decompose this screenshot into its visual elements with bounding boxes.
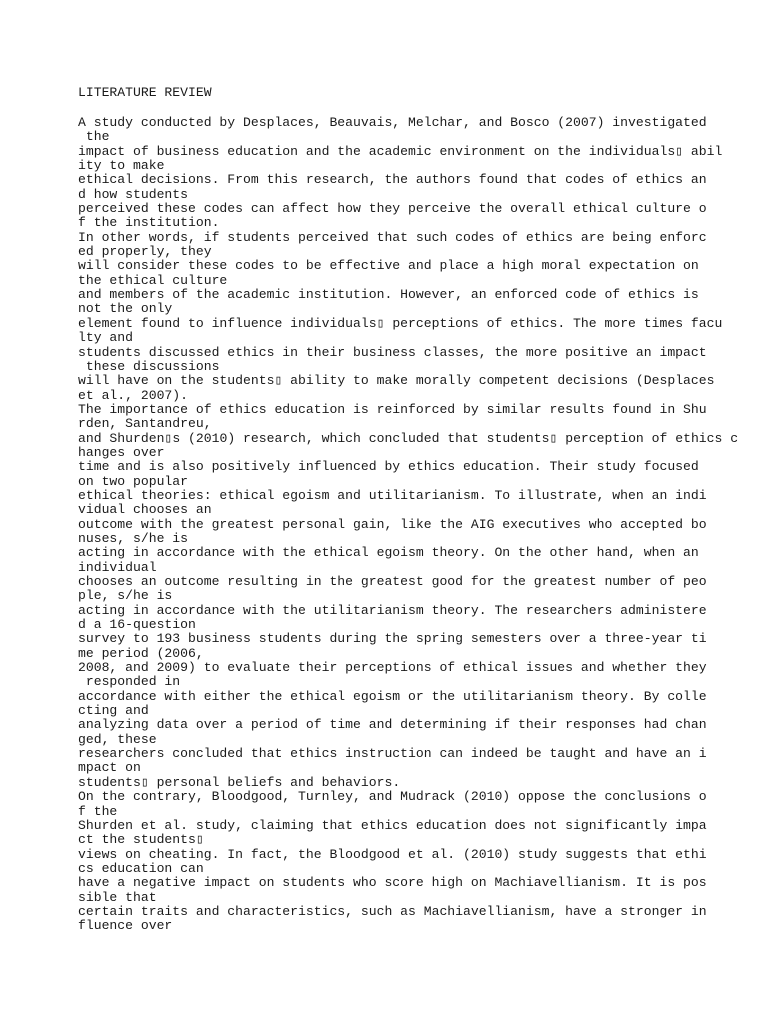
- text-line: ity to make: [78, 158, 165, 174]
- text-line: students discussed ethics in their business classes, the more positive an impact: [78, 344, 707, 360]
- text-line: the: [78, 129, 110, 145]
- text-line: In other words, if students perceived that such codes of ethics are being enforc: [78, 229, 707, 245]
- text-line: not the only: [78, 301, 173, 317]
- text-line: acting in accordance with the ethical egoism theory. On the other hand, when an: [78, 545, 699, 561]
- text-line: students▯ personal beliefs and behaviors.: [78, 774, 401, 790]
- text-line: have a negative impact on students who score high on Machiavellianism. It is pos: [78, 875, 707, 891]
- text-line: ethical theories: ethical egoism and utilitarianism. To illustrate, when an indi: [78, 487, 707, 503]
- text-line: rden, Santandreu,: [78, 416, 212, 432]
- text-line: responded in: [78, 674, 181, 690]
- text-line: and Shurden▯s (2010) research, which concluded that students▯ perception of ethics c: [78, 430, 739, 446]
- text-line: d how students: [78, 186, 189, 202]
- text-line: cs education can: [78, 860, 204, 876]
- text-line: A study conducted by Desplaces, Beauvais, Melchar, and Bosco (2007) investigated: [78, 115, 707, 130]
- text-line: views on cheating. In fact, the Bloodgood et al. (2010) study suggests that ethi: [78, 846, 707, 862]
- body-text: [78, 116, 738, 934]
- text-line: The importance of ethics education is reinforced by similar results found in Shu: [78, 401, 707, 417]
- text-line: time and is also positively influenced by ethics education. Their study focused: [78, 459, 699, 475]
- text-line: fluence over: [78, 918, 173, 934]
- text-line: the ethical culture: [78, 272, 228, 288]
- text-line: acting in accordance with the utilitarianism theory. The researchers administere: [78, 602, 707, 618]
- text-line: d a 16-question: [78, 617, 196, 633]
- text-line: cting and: [78, 703, 149, 719]
- text-line: will consider these codes to be effective and place a high moral expectation on: [78, 258, 699, 274]
- section-heading: LITERATURE REVIEW: [78, 85, 212, 100]
- text-line: me period (2006,: [78, 645, 204, 661]
- text-line: on two popular: [78, 473, 189, 489]
- text-line: vidual chooses an: [78, 502, 212, 518]
- text-line: ple, s/he is: [78, 588, 173, 604]
- text-line: 2008, and 2009) to evaluate their perceptions of ethical issues and whether they: [78, 660, 707, 676]
- text-line: ct the students▯: [78, 832, 204, 848]
- text-line: element found to influence individuals▯ perceptions of ethics. The more times facu: [78, 315, 723, 331]
- text-line: accordance with either the ethical egoism or the utilitarianism theory. By colle: [78, 688, 707, 704]
- text-line: survey to 193 business students during the spring semesters over a three-year ti: [78, 631, 707, 647]
- text-line: hanges over: [78, 444, 165, 460]
- text-line: nuses, s/he is: [78, 530, 189, 546]
- text-line: outcome with the greatest personal gain, like the AIG executives who accepted bo: [78, 516, 707, 532]
- text-line: lty and: [78, 330, 134, 346]
- text-line: f the institution.: [78, 215, 220, 231]
- text-line: sible that: [78, 889, 157, 905]
- text-line: certain traits and characteristics, such as Machiavellianism, have a stronger in: [78, 903, 707, 919]
- text-line: Shurden et al. study, claiming that ethics education does not significantly impa: [78, 817, 707, 833]
- text-line: chooses an outcome resulting in the greatest good for the greatest number of peo: [78, 574, 707, 589]
- text-line: ethical decisions. From this research, the authors found that codes of ethics an: [78, 172, 707, 188]
- text-line: f the: [78, 803, 118, 819]
- text-line: On the contrary, Bloodgood, Turnley, and Mudrack (2010) oppose the conclusions o: [78, 789, 707, 805]
- text-line: et al., 2007).: [78, 387, 189, 403]
- text-line: and members of the academic institution. However, an enforced code of ethics is: [78, 287, 699, 303]
- text-line: ed properly, they: [78, 244, 212, 260]
- text-line: these discussions: [78, 358, 220, 374]
- text-line: mpact on: [78, 760, 141, 776]
- text-line: will have on the students▯ ability to make morally competent decisions (Desplaces: [78, 373, 715, 389]
- text-line: perceived these codes can affect how they perceive the overall ethical culture o: [78, 201, 707, 217]
- text-line: researchers concluded that ethics instruction can indeed be taught and have an i: [78, 746, 707, 762]
- text-line: analyzing data over a period of time and determining if their responses had chan: [78, 717, 707, 733]
- text-line: individual: [78, 559, 157, 575]
- text-line: impact of business education and the academic environment on the individuals▯ abil: [78, 143, 723, 159]
- text-line: ged, these: [78, 731, 157, 747]
